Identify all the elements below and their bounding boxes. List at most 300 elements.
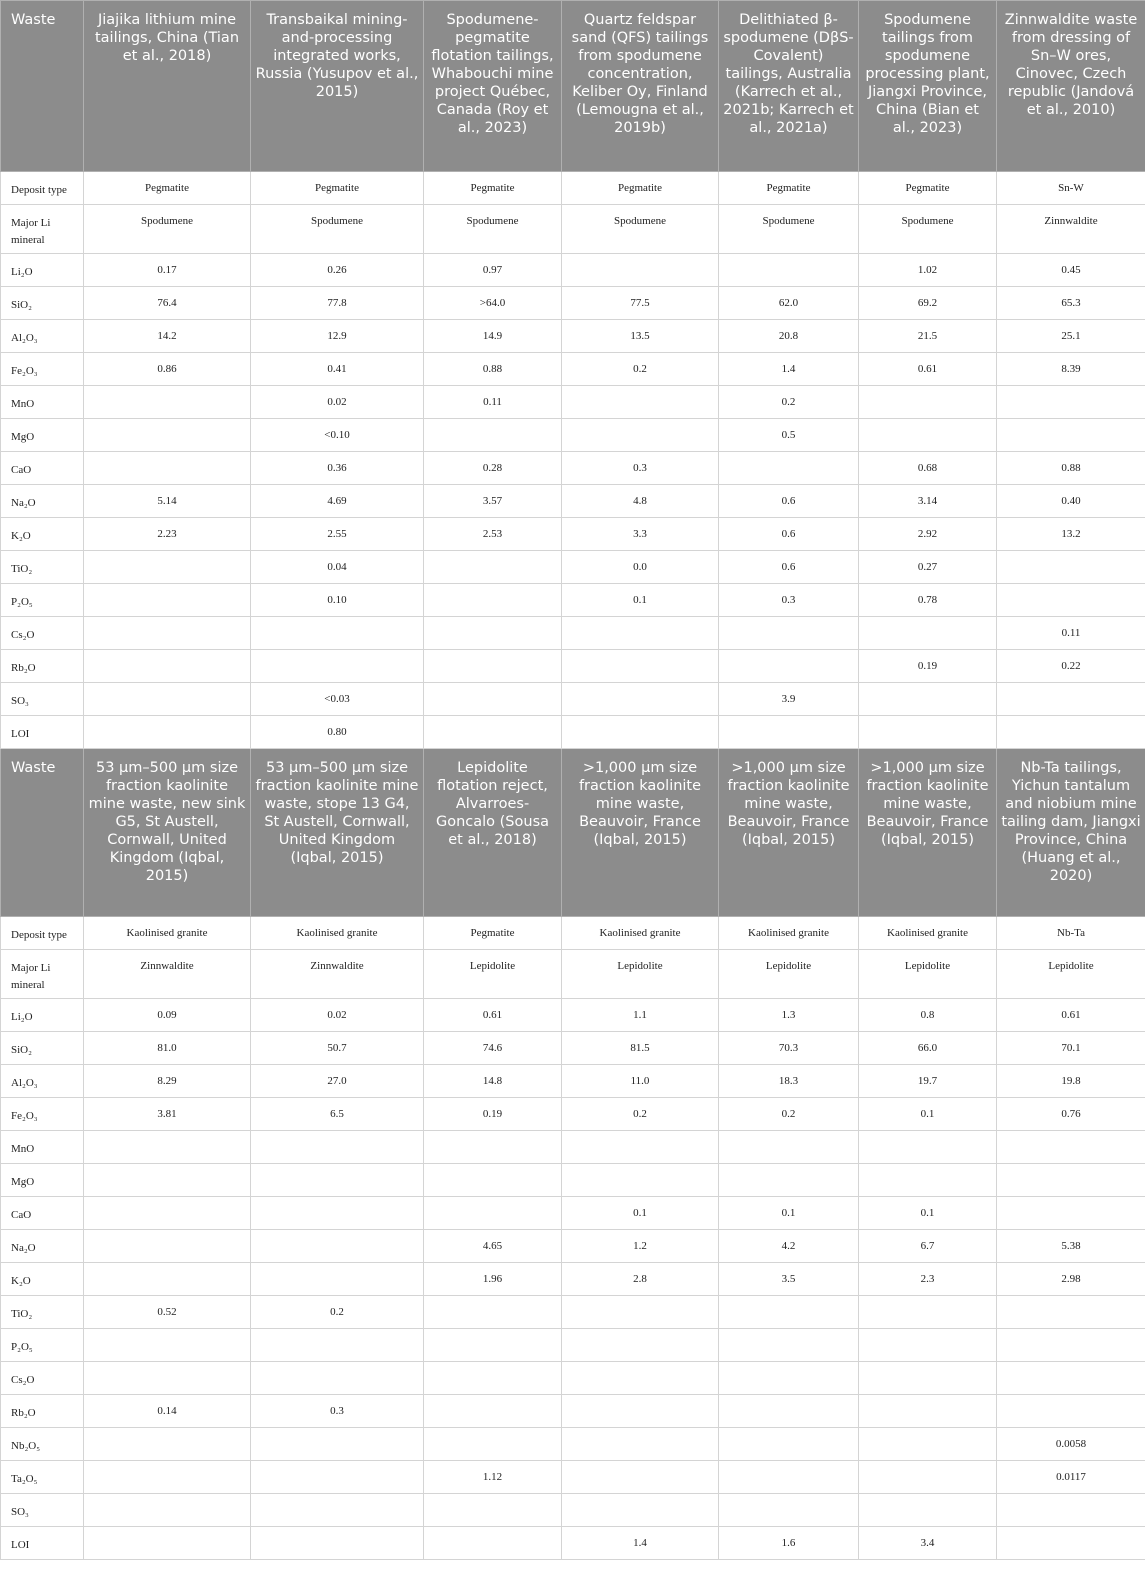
value-cell: Nb-Ta bbox=[997, 917, 1145, 950]
value-cell bbox=[251, 1494, 424, 1527]
value-cell bbox=[424, 1296, 562, 1329]
value-cell: 69.2 bbox=[859, 287, 997, 320]
value-cell: 0.02 bbox=[251, 386, 424, 419]
value-cell bbox=[859, 1362, 997, 1395]
value-cell bbox=[562, 1494, 719, 1527]
source-header-6: >1,000 μm size fraction kaolinite mine waste, Beauvoir, France (Iqbal, 2015) bbox=[859, 749, 997, 917]
source-header-4: Quartz feldspar sand (QFS) tailings from spodumene concentration, Keliber Oy, Finland (Lemougna et al., 2019b) bbox=[562, 1, 719, 172]
value-cell: 1.4 bbox=[719, 353, 859, 386]
table-row bbox=[1, 999, 1145, 1032]
value-cell: 81.0 bbox=[84, 1032, 251, 1065]
value-cell bbox=[251, 1164, 424, 1197]
value-cell bbox=[84, 1230, 251, 1263]
value-cell bbox=[251, 1362, 424, 1395]
value-cell bbox=[251, 1131, 424, 1164]
value-cell: 25.1 bbox=[997, 320, 1145, 353]
value-cell: 4.65 bbox=[424, 1230, 562, 1263]
value-cell bbox=[997, 1527, 1145, 1560]
value-cell: 21.5 bbox=[859, 320, 997, 353]
row-label: Fe₂O₃ bbox=[1, 353, 84, 386]
composition-table-body bbox=[1, 1, 1145, 1560]
value-cell bbox=[719, 617, 859, 650]
row-label: K₂O bbox=[1, 518, 84, 551]
source-header-3: Lepidolite flotation reject, Alvarroes-Goncalo (Sousa et al., 2018) bbox=[424, 749, 562, 917]
value-cell bbox=[997, 551, 1145, 584]
table-row bbox=[1, 353, 1145, 386]
table-row bbox=[1, 1494, 1145, 1527]
row-label: TiO₂ bbox=[1, 551, 84, 584]
value-cell: 2.53 bbox=[424, 518, 562, 551]
value-cell bbox=[562, 1296, 719, 1329]
row-label: Ta₂O₅ bbox=[1, 1461, 84, 1494]
value-cell: 0.40 bbox=[997, 485, 1145, 518]
row-label: LOI bbox=[1, 716, 84, 749]
value-cell bbox=[84, 650, 251, 683]
table-row bbox=[1, 1263, 1145, 1296]
value-cell: Pegmatite bbox=[424, 917, 562, 950]
row-label: MnO bbox=[1, 1131, 84, 1164]
value-cell bbox=[84, 419, 251, 452]
value-cell: Zinnwaldite bbox=[84, 950, 251, 999]
table-row bbox=[1, 1098, 1145, 1131]
value-cell: Lepidolite bbox=[997, 950, 1145, 999]
value-cell: 2.92 bbox=[859, 518, 997, 551]
value-cell bbox=[424, 1197, 562, 1230]
value-cell: Pegmatite bbox=[859, 172, 997, 205]
value-cell: 0.0058 bbox=[997, 1428, 1145, 1461]
table-row bbox=[1, 617, 1145, 650]
value-cell: 1.1 bbox=[562, 999, 719, 1032]
row-label: Nb₂O₅ bbox=[1, 1428, 84, 1461]
value-cell bbox=[84, 617, 251, 650]
value-cell: 0.0117 bbox=[997, 1461, 1145, 1494]
value-cell: 0.3 bbox=[251, 1395, 424, 1428]
waste-header: Waste bbox=[1, 1, 84, 172]
value-cell bbox=[424, 584, 562, 617]
value-cell bbox=[859, 386, 997, 419]
value-cell bbox=[859, 1461, 997, 1494]
source-header-6: Spodumene tailings from spodumene processing plant, Jiangxi Province, China (Bian et al., 2023) bbox=[859, 1, 997, 172]
source-header-4: >1,000 μm size fraction kaolinite mine waste, Beauvoir, France (Iqbal, 2015) bbox=[562, 749, 719, 917]
table-row bbox=[1, 716, 1145, 749]
value-cell: 3.14 bbox=[859, 485, 997, 518]
value-cell: 0.10 bbox=[251, 584, 424, 617]
value-cell bbox=[424, 1494, 562, 1527]
table-row bbox=[1, 1395, 1145, 1428]
value-cell: 0.1 bbox=[562, 584, 719, 617]
value-cell bbox=[424, 1428, 562, 1461]
value-cell: 70.3 bbox=[719, 1032, 859, 1065]
value-cell: Zinnwaldite bbox=[997, 205, 1145, 254]
value-cell: 0.61 bbox=[424, 999, 562, 1032]
value-cell bbox=[562, 386, 719, 419]
value-cell: 0.80 bbox=[251, 716, 424, 749]
value-cell: 0.61 bbox=[997, 999, 1145, 1032]
row-label: SiO₂ bbox=[1, 287, 84, 320]
value-cell bbox=[84, 1428, 251, 1461]
value-cell: Spodumene bbox=[84, 205, 251, 254]
section-2-header-row bbox=[1, 749, 1145, 917]
value-cell: 0.61 bbox=[859, 353, 997, 386]
value-cell: 0.14 bbox=[84, 1395, 251, 1428]
value-cell: 1.6 bbox=[719, 1527, 859, 1560]
row-label: Al₂O₃ bbox=[1, 1065, 84, 1098]
value-cell bbox=[562, 617, 719, 650]
value-cell: 1.4 bbox=[562, 1527, 719, 1560]
value-cell: 0.19 bbox=[859, 650, 997, 683]
value-cell: Lepidolite bbox=[719, 950, 859, 999]
value-cell bbox=[84, 1461, 251, 1494]
value-cell: Pegmatite bbox=[84, 172, 251, 205]
value-cell: 0.26 bbox=[251, 254, 424, 287]
value-cell bbox=[251, 1527, 424, 1560]
value-cell bbox=[859, 1131, 997, 1164]
value-cell: 0.22 bbox=[997, 650, 1145, 683]
value-cell bbox=[562, 254, 719, 287]
value-cell: 20.8 bbox=[719, 320, 859, 353]
value-cell bbox=[719, 1329, 859, 1362]
row-label: Fe₂O₃ bbox=[1, 1098, 84, 1131]
value-cell: 0.19 bbox=[424, 1098, 562, 1131]
table-row bbox=[1, 205, 1145, 254]
value-cell: 0.88 bbox=[997, 452, 1145, 485]
value-cell bbox=[719, 1362, 859, 1395]
value-cell bbox=[562, 1461, 719, 1494]
value-cell: 0.2 bbox=[562, 1098, 719, 1131]
value-cell bbox=[84, 683, 251, 716]
value-cell bbox=[562, 716, 719, 749]
value-cell: Pegmatite bbox=[719, 172, 859, 205]
value-cell bbox=[424, 1164, 562, 1197]
row-label: Na₂O bbox=[1, 485, 84, 518]
value-cell: 0.86 bbox=[84, 353, 251, 386]
value-cell: 0.11 bbox=[424, 386, 562, 419]
value-cell: 0.28 bbox=[424, 452, 562, 485]
table-row bbox=[1, 386, 1145, 419]
row-label: Major Li mineral bbox=[1, 950, 84, 999]
value-cell: 0.52 bbox=[84, 1296, 251, 1329]
value-cell bbox=[719, 1395, 859, 1428]
value-cell: Spodumene bbox=[859, 205, 997, 254]
value-cell bbox=[997, 1131, 1145, 1164]
value-cell: Lepidolite bbox=[859, 950, 997, 999]
value-cell: 62.0 bbox=[719, 287, 859, 320]
value-cell bbox=[719, 1296, 859, 1329]
row-label: MgO bbox=[1, 1164, 84, 1197]
value-cell: 14.9 bbox=[424, 320, 562, 353]
row-label: Major Li mineral bbox=[1, 205, 84, 254]
table-row bbox=[1, 485, 1145, 518]
table-row bbox=[1, 172, 1145, 205]
value-cell: 2.3 bbox=[859, 1263, 997, 1296]
value-cell bbox=[997, 716, 1145, 749]
value-cell bbox=[997, 1494, 1145, 1527]
value-cell: 3.4 bbox=[859, 1527, 997, 1560]
value-cell: >64.0 bbox=[424, 287, 562, 320]
row-label: P₂O₅ bbox=[1, 584, 84, 617]
value-cell bbox=[424, 650, 562, 683]
value-cell: 4.2 bbox=[719, 1230, 859, 1263]
value-cell bbox=[562, 419, 719, 452]
value-cell bbox=[84, 551, 251, 584]
row-label: K₂O bbox=[1, 1263, 84, 1296]
value-cell: 0.2 bbox=[719, 386, 859, 419]
source-header-2: 53 μm–500 μm size fraction kaolinite mine waste, stope 13 G4, St Austell, Cornwall, United Kingdom (Iqbal, 2015) bbox=[251, 749, 424, 917]
value-cell: 14.2 bbox=[84, 320, 251, 353]
value-cell: 3.3 bbox=[562, 518, 719, 551]
value-cell bbox=[84, 1527, 251, 1560]
value-cell bbox=[719, 254, 859, 287]
table-row bbox=[1, 1428, 1145, 1461]
value-cell bbox=[84, 1494, 251, 1527]
table-row bbox=[1, 1197, 1145, 1230]
row-label: CaO bbox=[1, 452, 84, 485]
value-cell: 0.09 bbox=[84, 999, 251, 1032]
value-cell bbox=[859, 716, 997, 749]
row-label: LOI bbox=[1, 1527, 84, 1560]
value-cell: 0.27 bbox=[859, 551, 997, 584]
value-cell: 0.8 bbox=[859, 999, 997, 1032]
value-cell bbox=[251, 1197, 424, 1230]
table-row bbox=[1, 584, 1145, 617]
value-cell bbox=[997, 584, 1145, 617]
waste-header: Waste bbox=[1, 749, 84, 917]
table-row bbox=[1, 1461, 1145, 1494]
value-cell: 0.6 bbox=[719, 518, 859, 551]
value-cell bbox=[84, 1362, 251, 1395]
value-cell: 65.3 bbox=[997, 287, 1145, 320]
value-cell bbox=[84, 1131, 251, 1164]
value-cell: 50.7 bbox=[251, 1032, 424, 1065]
value-cell bbox=[84, 386, 251, 419]
value-cell: 0.68 bbox=[859, 452, 997, 485]
value-cell bbox=[997, 1362, 1145, 1395]
table-row bbox=[1, 452, 1145, 485]
value-cell: 0.2 bbox=[719, 1098, 859, 1131]
value-cell bbox=[562, 650, 719, 683]
row-label: MnO bbox=[1, 386, 84, 419]
value-cell: 0.5 bbox=[719, 419, 859, 452]
value-cell bbox=[997, 419, 1145, 452]
value-cell: Kaolinised granite bbox=[719, 917, 859, 950]
value-cell: 0.3 bbox=[719, 584, 859, 617]
value-cell: 2.98 bbox=[997, 1263, 1145, 1296]
value-cell: 0.0 bbox=[562, 551, 719, 584]
section-1-header-row bbox=[1, 1, 1145, 172]
value-cell: 3.5 bbox=[719, 1263, 859, 1296]
value-cell: 0.76 bbox=[997, 1098, 1145, 1131]
value-cell: 0.17 bbox=[84, 254, 251, 287]
value-cell bbox=[997, 1296, 1145, 1329]
value-cell bbox=[424, 551, 562, 584]
value-cell bbox=[84, 1197, 251, 1230]
value-cell: Pegmatite bbox=[562, 172, 719, 205]
value-cell: Lepidolite bbox=[562, 950, 719, 999]
value-cell: 81.5 bbox=[562, 1032, 719, 1065]
value-cell: 5.14 bbox=[84, 485, 251, 518]
row-label: Rb₂O bbox=[1, 650, 84, 683]
table-row bbox=[1, 254, 1145, 287]
value-cell: 0.41 bbox=[251, 353, 424, 386]
value-cell: 1.02 bbox=[859, 254, 997, 287]
value-cell: 76.4 bbox=[84, 287, 251, 320]
value-cell bbox=[424, 419, 562, 452]
value-cell: 0.1 bbox=[859, 1197, 997, 1230]
row-label: SiO₂ bbox=[1, 1032, 84, 1065]
value-cell: Pegmatite bbox=[251, 172, 424, 205]
table-row bbox=[1, 1065, 1145, 1098]
value-cell: 4.8 bbox=[562, 485, 719, 518]
row-label: Deposit type bbox=[1, 917, 84, 950]
value-cell bbox=[859, 1428, 997, 1461]
value-cell: 19.8 bbox=[997, 1065, 1145, 1098]
value-cell: 0.02 bbox=[251, 999, 424, 1032]
value-cell: 0.88 bbox=[424, 353, 562, 386]
table-row bbox=[1, 650, 1145, 683]
value-cell bbox=[719, 1461, 859, 1494]
value-cell: 0.2 bbox=[562, 353, 719, 386]
value-cell: Kaolinised granite bbox=[251, 917, 424, 950]
table-row bbox=[1, 1164, 1145, 1197]
source-header-1: 53 μm–500 μm size fraction kaolinite mine waste, new sink G5, St Austell, Cornwall, United Kingdom (Iqbal, 2015) bbox=[84, 749, 251, 917]
row-label: TiO₂ bbox=[1, 1296, 84, 1329]
value-cell: 4.69 bbox=[251, 485, 424, 518]
value-cell bbox=[719, 1164, 859, 1197]
value-cell bbox=[719, 716, 859, 749]
value-cell bbox=[251, 1230, 424, 1263]
value-cell: 77.5 bbox=[562, 287, 719, 320]
value-cell: 0.78 bbox=[859, 584, 997, 617]
value-cell bbox=[997, 1164, 1145, 1197]
source-header-3: Spodumene-pegmatite flotation tailings, Whabouchi mine project Québec, Canada (Roy et al., 2023) bbox=[424, 1, 562, 172]
value-cell: Lepidolite bbox=[424, 950, 562, 999]
row-label: Al₂O₃ bbox=[1, 320, 84, 353]
value-cell bbox=[859, 1296, 997, 1329]
value-cell: 0.1 bbox=[562, 1197, 719, 1230]
value-cell: <0.10 bbox=[251, 419, 424, 452]
value-cell: Spodumene bbox=[251, 205, 424, 254]
table-row bbox=[1, 1131, 1145, 1164]
value-cell bbox=[424, 1527, 562, 1560]
source-header-7: Nb-Ta tailings, Yichun tantalum and niobium mine tailing dam, Jiangxi Province, China (Huang et al., 2020) bbox=[997, 749, 1145, 917]
value-cell bbox=[997, 1197, 1145, 1230]
value-cell bbox=[562, 1329, 719, 1362]
row-label: CaO bbox=[1, 1197, 84, 1230]
table-row bbox=[1, 917, 1145, 950]
source-header-7: Zinnwaldite waste from dressing of Sn–W ores, Cinovec, Czech republic (Jandová et al., 2010) bbox=[997, 1, 1145, 172]
value-cell: 13.2 bbox=[997, 518, 1145, 551]
row-label: Cs₂O bbox=[1, 617, 84, 650]
table-row bbox=[1, 1527, 1145, 1560]
value-cell: 13.5 bbox=[562, 320, 719, 353]
value-cell: 5.38 bbox=[997, 1230, 1145, 1263]
row-label: SO₃ bbox=[1, 683, 84, 716]
value-cell bbox=[424, 683, 562, 716]
value-cell: 1.96 bbox=[424, 1263, 562, 1296]
value-cell: Zinnwaldite bbox=[251, 950, 424, 999]
row-label: P₂O₅ bbox=[1, 1329, 84, 1362]
value-cell: 27.0 bbox=[251, 1065, 424, 1098]
value-cell: Spodumene bbox=[562, 205, 719, 254]
table-row bbox=[1, 1296, 1145, 1329]
row-label: Rb₂O bbox=[1, 1395, 84, 1428]
table-row bbox=[1, 518, 1145, 551]
value-cell bbox=[562, 1164, 719, 1197]
value-cell bbox=[859, 683, 997, 716]
value-cell bbox=[251, 1263, 424, 1296]
value-cell: Kaolinised granite bbox=[84, 917, 251, 950]
value-cell bbox=[562, 1428, 719, 1461]
value-cell bbox=[859, 419, 997, 452]
value-cell bbox=[424, 1395, 562, 1428]
value-cell bbox=[997, 386, 1145, 419]
value-cell: Kaolinised granite bbox=[859, 917, 997, 950]
value-cell bbox=[424, 617, 562, 650]
value-cell: 14.8 bbox=[424, 1065, 562, 1098]
value-cell: Sn-W bbox=[997, 172, 1145, 205]
value-cell bbox=[719, 1428, 859, 1461]
value-cell bbox=[719, 650, 859, 683]
value-cell: 0.97 bbox=[424, 254, 562, 287]
value-cell bbox=[719, 1494, 859, 1527]
value-cell bbox=[251, 617, 424, 650]
value-cell: 8.29 bbox=[84, 1065, 251, 1098]
source-header-5: >1,000 μm size fraction kaolinite mine waste, Beauvoir, France (Iqbal, 2015) bbox=[719, 749, 859, 917]
value-cell: 3.57 bbox=[424, 485, 562, 518]
value-cell bbox=[251, 1329, 424, 1362]
value-cell: 70.1 bbox=[997, 1032, 1145, 1065]
value-cell bbox=[719, 452, 859, 485]
value-cell: 6.7 bbox=[859, 1230, 997, 1263]
value-cell bbox=[84, 1164, 251, 1197]
value-cell bbox=[997, 683, 1145, 716]
row-label: SO₃ bbox=[1, 1494, 84, 1527]
value-cell bbox=[997, 1329, 1145, 1362]
table-row bbox=[1, 320, 1145, 353]
value-cell: 0.1 bbox=[859, 1098, 997, 1131]
value-cell bbox=[562, 1362, 719, 1395]
value-cell: 19.7 bbox=[859, 1065, 997, 1098]
source-header-2: Transbaikal mining-and-processing integrated works, Russia (Yusupov et al., 2015) bbox=[251, 1, 424, 172]
value-cell bbox=[84, 1263, 251, 1296]
table-row bbox=[1, 551, 1145, 584]
value-cell bbox=[84, 1329, 251, 1362]
value-cell: 1.2 bbox=[562, 1230, 719, 1263]
table-row bbox=[1, 419, 1145, 452]
value-cell: 12.9 bbox=[251, 320, 424, 353]
value-cell: 3.81 bbox=[84, 1098, 251, 1131]
value-cell: 0.6 bbox=[719, 485, 859, 518]
value-cell bbox=[859, 1164, 997, 1197]
value-cell bbox=[562, 1131, 719, 1164]
value-cell: 1.3 bbox=[719, 999, 859, 1032]
row-label: Deposit type bbox=[1, 172, 84, 205]
table-row bbox=[1, 1329, 1145, 1362]
value-cell bbox=[562, 683, 719, 716]
value-cell bbox=[84, 716, 251, 749]
value-cell bbox=[859, 1395, 997, 1428]
value-cell: 0.36 bbox=[251, 452, 424, 485]
source-header-1: Jiajika lithium mine tailings, China (Tian et al., 2018) bbox=[84, 1, 251, 172]
table-row bbox=[1, 1362, 1145, 1395]
value-cell bbox=[719, 1131, 859, 1164]
value-cell: 18.3 bbox=[719, 1065, 859, 1098]
value-cell: Kaolinised granite bbox=[562, 917, 719, 950]
value-cell: 77.8 bbox=[251, 287, 424, 320]
value-cell: 0.04 bbox=[251, 551, 424, 584]
value-cell: 66.0 bbox=[859, 1032, 997, 1065]
value-cell bbox=[424, 1362, 562, 1395]
